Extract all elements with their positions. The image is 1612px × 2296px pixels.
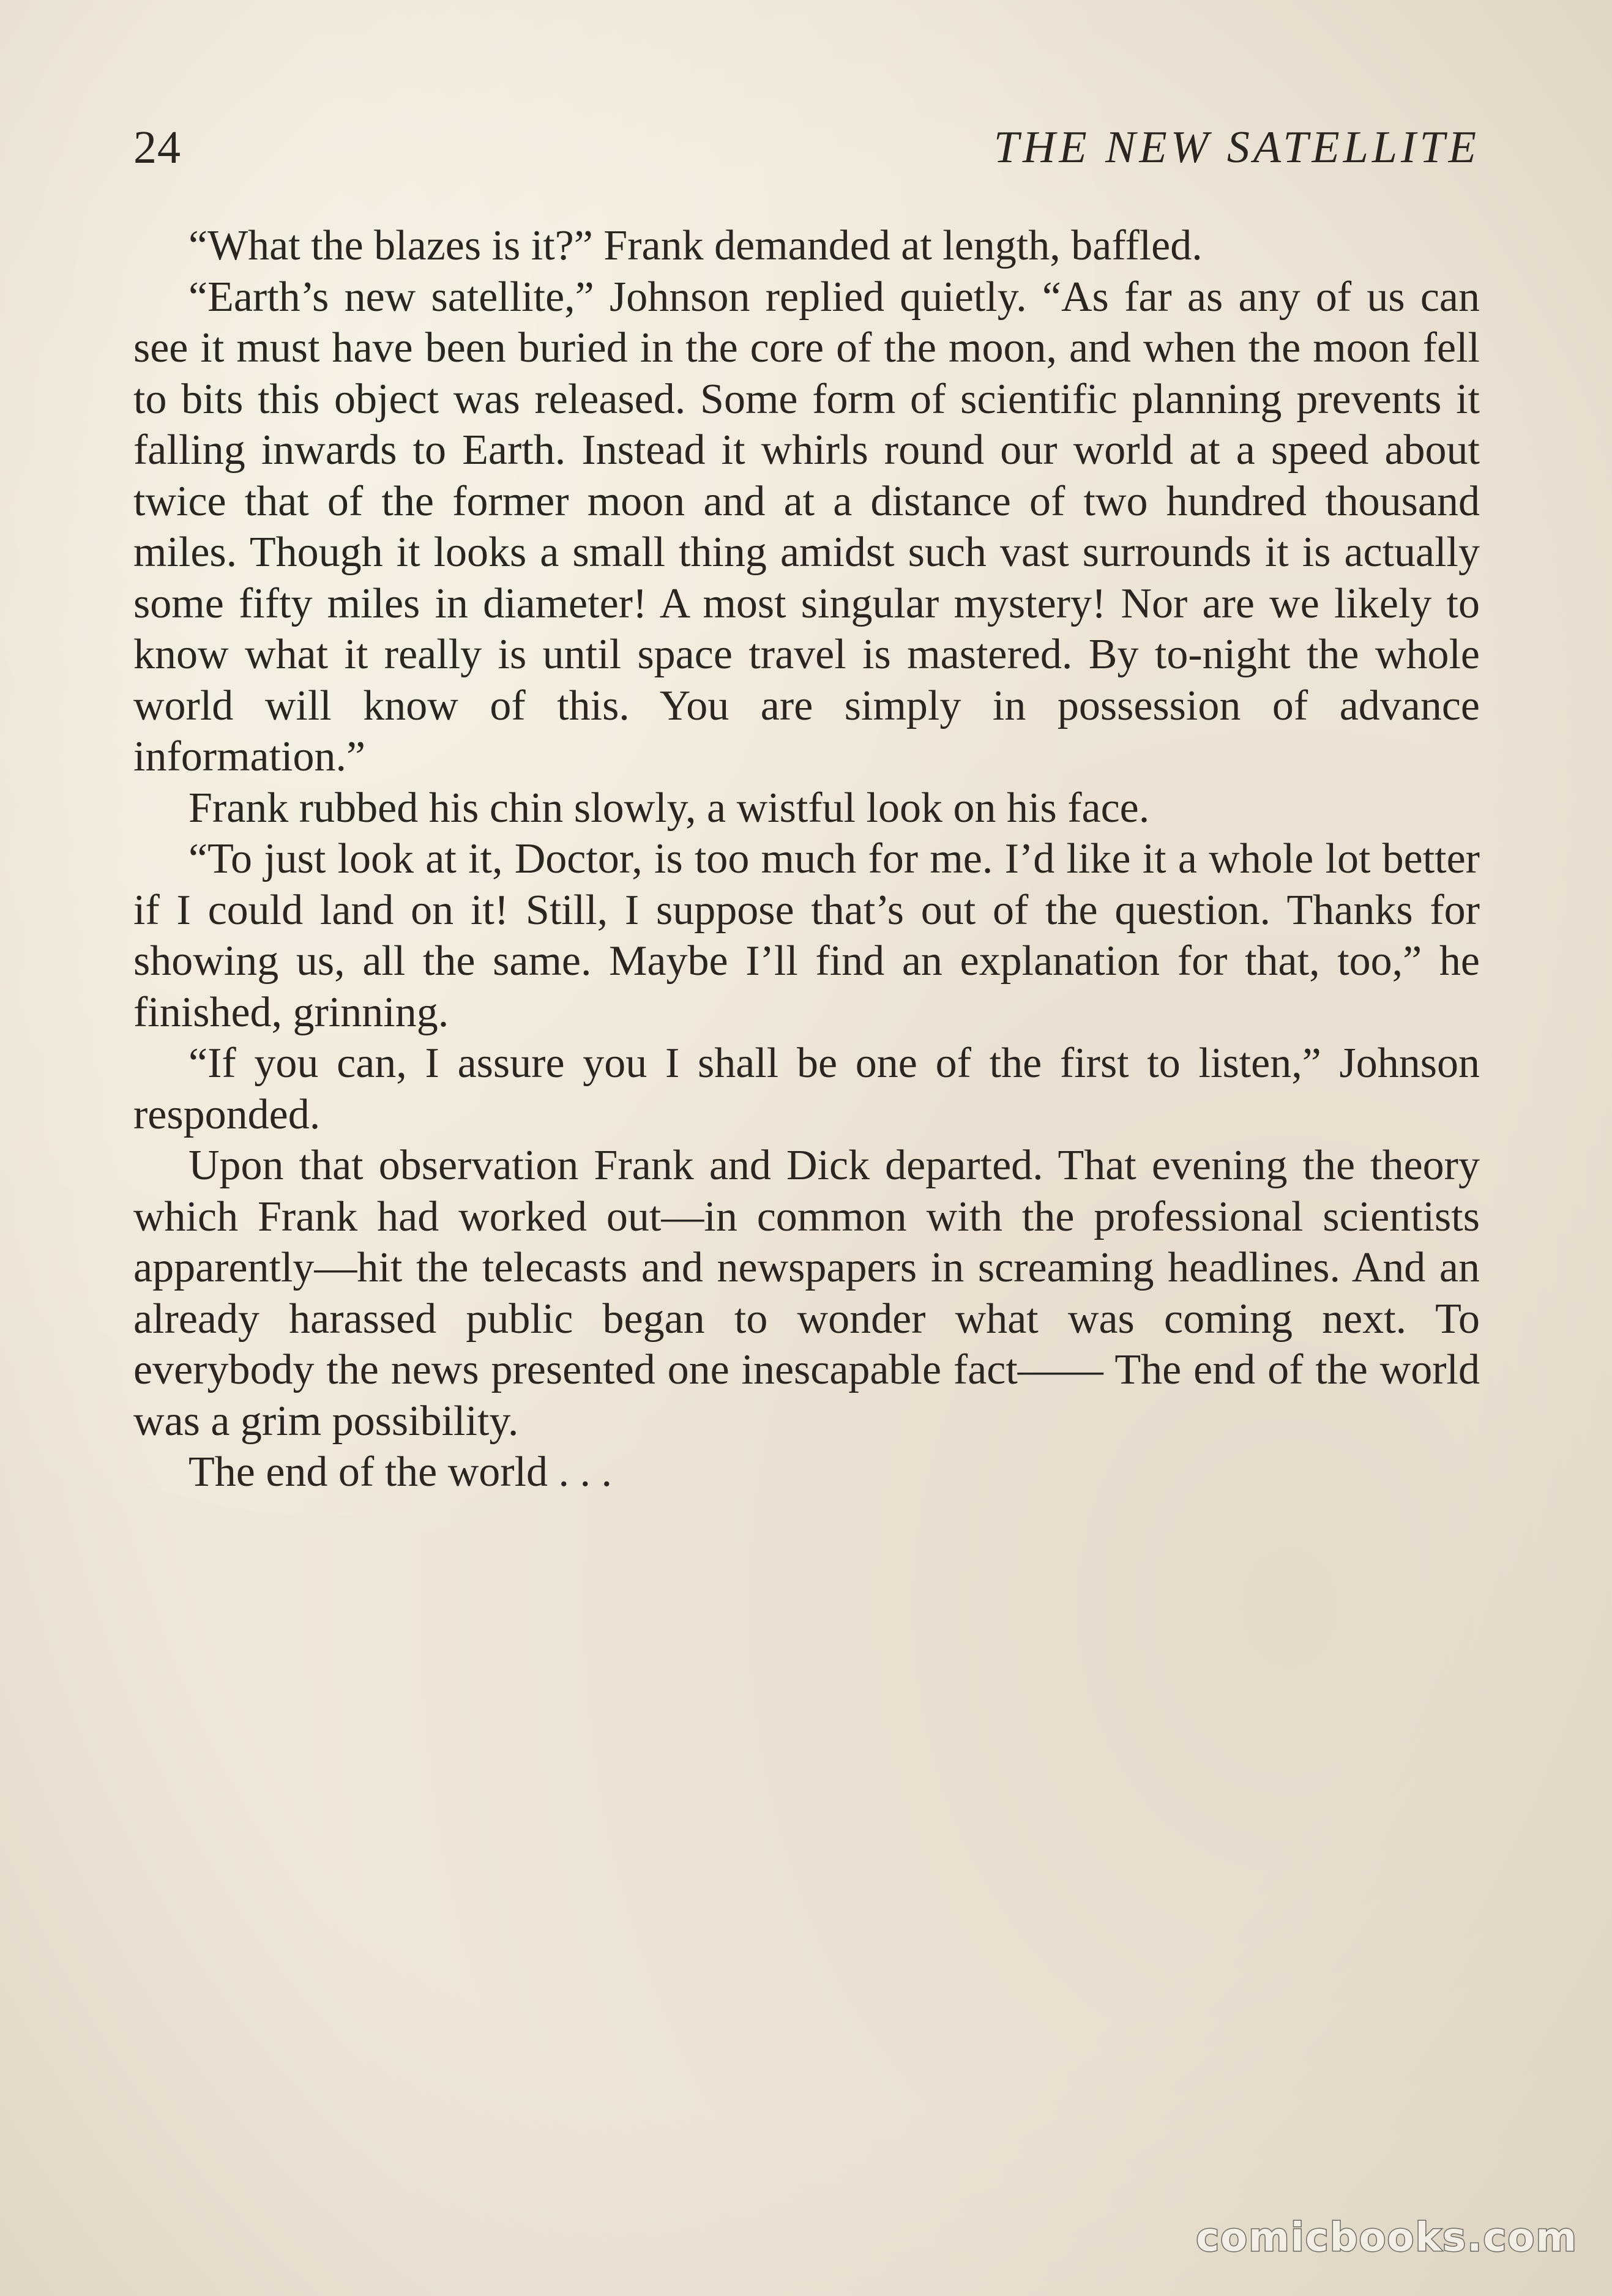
paragraph: Frank rubbed his chin slowly, a wistful look on his face. xyxy=(188,784,1150,832)
paragraph: Upon that observation Frank and Dick departed. That evening the theory which Frank had worked out—in common with the professional scientists apparently—hit the telecasts and newspapers in screaming headlines. And an already harassed public began to wonder what was coming next. To everybody the news presented one inescapable fact—— The end of the world was a grim possibility. xyxy=(133,1142,1480,1445)
paragraph: “To just look at it, Doctor, is too much for me. I’d like it a whole lot better if I could land on it! Still, I suppose that’s out of the question. Thanks for showing us, all the same. Maybe I’ll find an explanation for that, too,” he finished, grinning. xyxy=(133,835,1480,1036)
paragraph: “If you can, I assure you I shall be one of the first to listen,” Johnson responded. xyxy=(133,1040,1480,1138)
running-head xyxy=(133,114,1480,181)
paragraph: “Earth’s new satellite,” Johnson replied quietly. “As far as any of us can see it must have been buried in the core of the moon, and when the moon fell to bits this object was released. Some form of scientific planning prevents it falling inwards to Earth. Instead it whirls round our world at a speed about twice that of the former moon and at a distance of two hundred thousand miles. Though it looks a small thing amidst such vast surrounds it is actually some fifty miles in diameter! A most singular mystery! Nor are we likely to know what it really is until space travel is mastered. By to-night the whole world will know of this. You are simply in possession of advance information.” xyxy=(133,273,1480,780)
watermark: comicbooks.com xyxy=(1196,2215,1578,2261)
paragraph: The end of the world . . . xyxy=(188,1448,613,1496)
page-number: 24 xyxy=(133,122,181,173)
running-title: THE NEW SATELLITE xyxy=(993,122,1480,173)
paragraph: “What the blazes is it?” Frank demanded at length, baffled. xyxy=(188,222,1203,269)
body-text xyxy=(133,220,1480,1498)
